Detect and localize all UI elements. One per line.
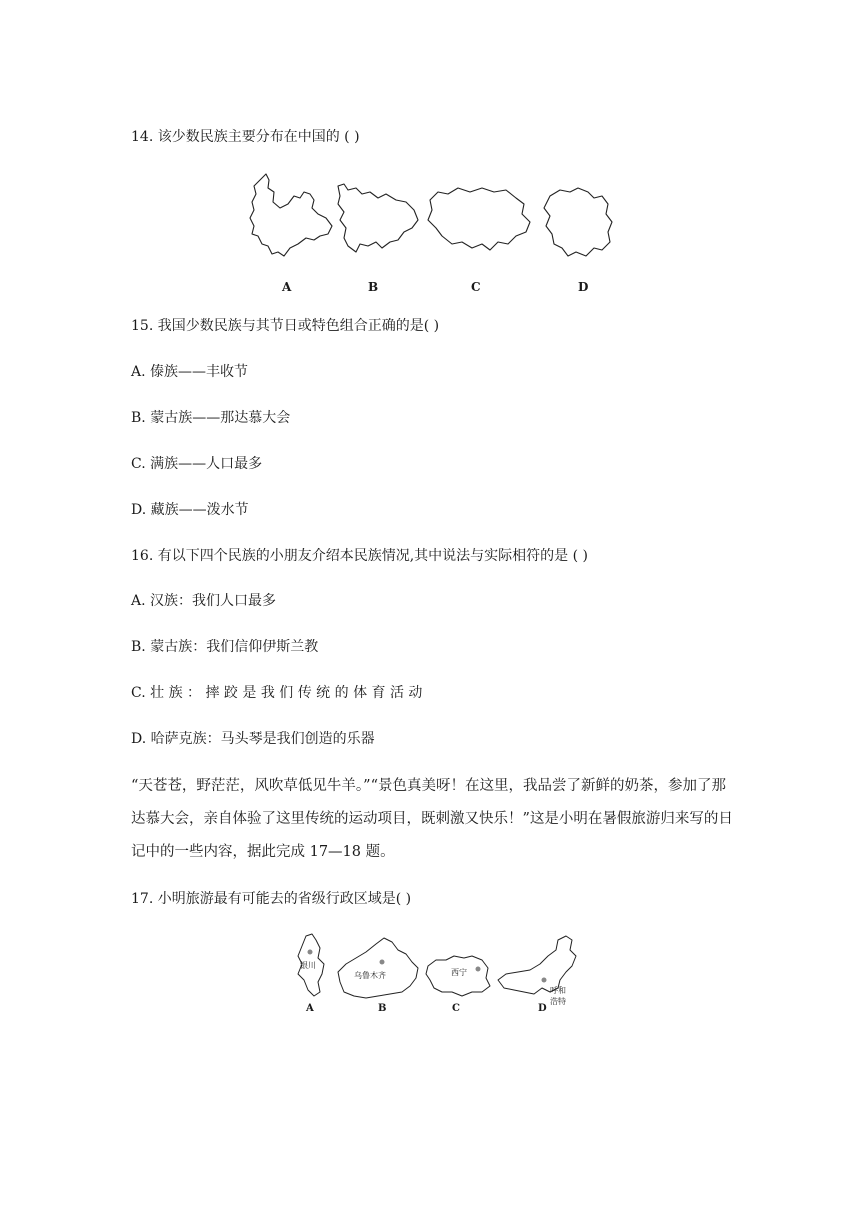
- map-b-outline: [338, 184, 418, 252]
- q16-option-c: C. 壮 族 ： 摔 跤 是 我 们 传 统 的 体 育 活 动: [131, 685, 423, 701]
- q15-option-a: A. 傣族——丰收节: [131, 364, 249, 380]
- map-c-outline: [428, 188, 530, 250]
- q17-map-label-a: A: [306, 1003, 314, 1014]
- q16-option-d: D. 哈萨克族：马头琴是我们创造的乐器: [131, 731, 375, 747]
- q14-map-label-c: C: [471, 280, 481, 294]
- q14-map-label-d: D: [578, 280, 589, 294]
- hohhot-dot: [542, 978, 547, 983]
- q14-stem: 14. 该少数民族主要分布在中国的 ( ): [131, 129, 360, 145]
- q17-city-hohhot-2: 浩特: [550, 997, 566, 1006]
- urumqi-dot: [380, 960, 385, 965]
- q14-map-label-b: B: [368, 280, 379, 294]
- reading-passage: “天苍苍，野茫茫，风吹草低见牛羊。”“景色真美呀！在这里，我品尝了新鲜的奶茶，参加了那达慕大会，亲自体验了这里传统的运动项目，既刺激又快乐！”这是小明在暑假旅游归来写的日记中的一些内容，据此完成 17—18 题。: [131, 778, 733, 860]
- q17-province-maps: [286, 930, 586, 1014]
- q17-city-xining: 西宁: [451, 968, 467, 977]
- q14-map-label-a: A: [282, 280, 292, 294]
- q17-city-urumqi: 乌鲁木齐: [354, 971, 386, 980]
- yinchuan-dot: [308, 950, 313, 955]
- q17-map-label-b: B: [378, 1003, 387, 1014]
- map-d-outline: [544, 188, 612, 256]
- q17-city-hohhot-1: 呼和: [550, 986, 566, 995]
- q16-stem: 16. 有以下四个民族的小朋友介绍本民族情况,其中说法与实际相符的是 ( ): [131, 548, 588, 564]
- q17-map-label-c: C: [452, 1003, 460, 1014]
- q14-province-maps: [244, 170, 624, 294]
- q17-map-label-d: D: [538, 1003, 547, 1014]
- q17-stem: 17. 小明旅游最有可能去的省级行政区域是( ): [131, 891, 412, 907]
- q14-map-outlines: [244, 170, 624, 265]
- q17-map-outlines: [286, 930, 586, 1010]
- map-a-outline: [250, 174, 332, 256]
- q15-option-c: C. 满族——人口最多: [131, 456, 263, 472]
- q17-city-yinchuan: 银川: [300, 961, 316, 970]
- q16-option-a: A. 汉族：我们人口最多: [131, 593, 277, 609]
- xining-dot: [476, 967, 481, 972]
- q15-stem: 15. 我国少数民族与其节日或特色组合正确的是( ): [131, 318, 440, 334]
- q15-option-d: D. 藏族——泼水节: [131, 502, 249, 518]
- map-b-outline: [338, 938, 418, 998]
- q15-option-b: B. 蒙古族——那达慕大会: [131, 410, 291, 426]
- q16-option-b: B. 蒙古族：我们信仰伊斯兰教: [131, 639, 319, 655]
